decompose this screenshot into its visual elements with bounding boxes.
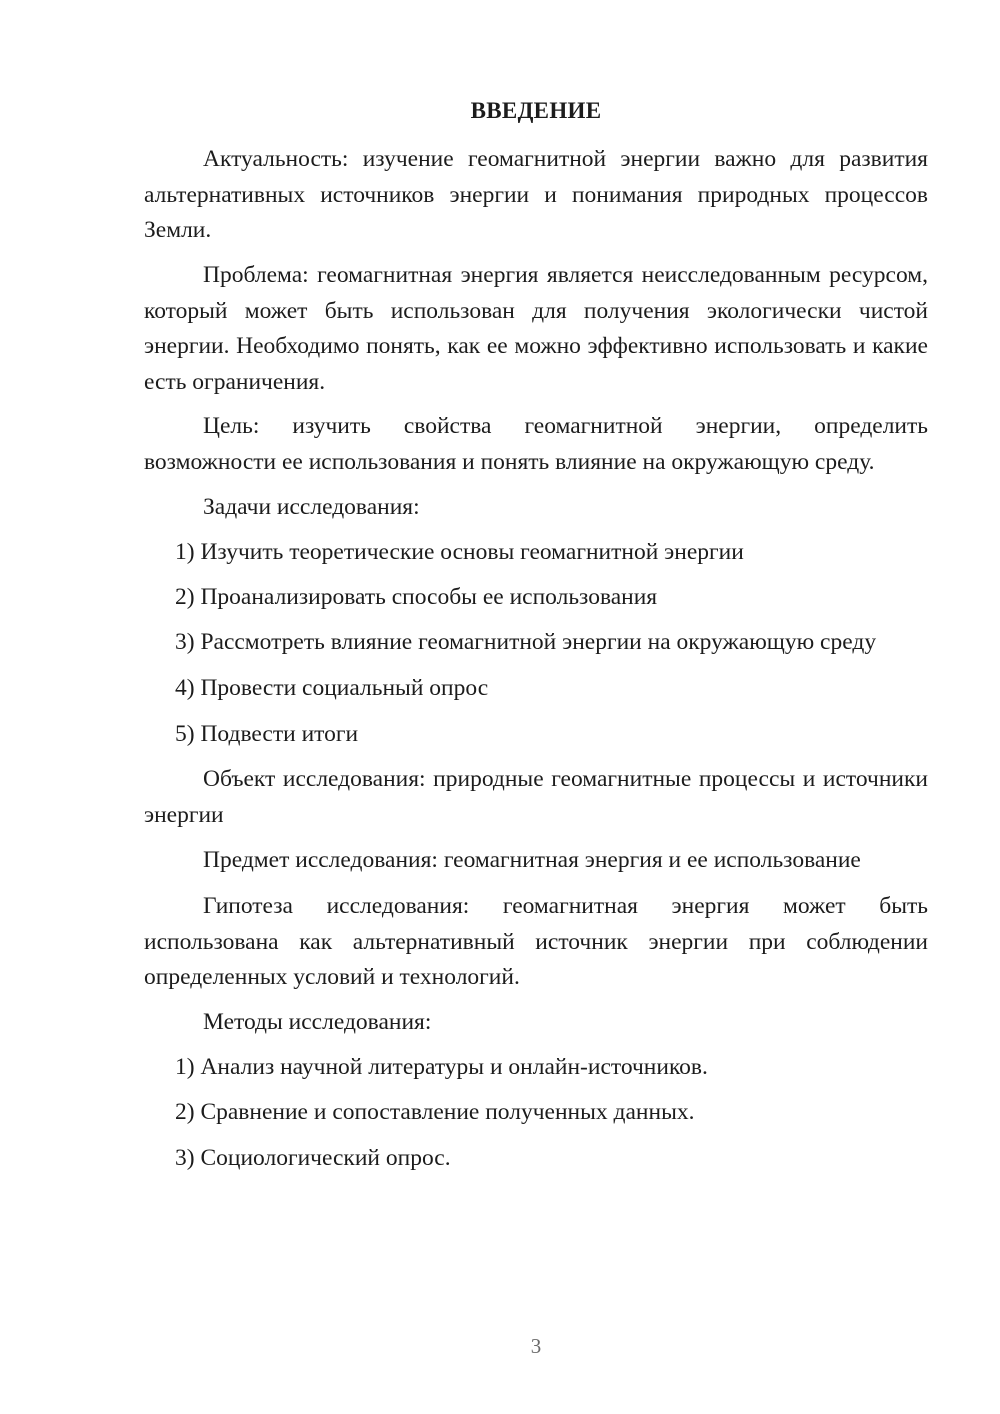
object-paragraph: Объект исследования: природные геомагнитные процессы и источники энергии: [144, 766, 928, 828]
method-item: 1) Анализ научной литературы и онлайн-источников.: [175, 1054, 708, 1080]
goal-paragraph: Цель: изучить свойства геомагнитной энергии, определить возможности ее использования и понять влияние на окружающую среду.: [144, 413, 928, 475]
document-page: [144, 0, 928, 1414]
page-number: 3: [530, 1334, 542, 1358]
problem-paragraph: Проблема: геомагнитная энергия является неисследованным ресурсом, который может быть использован для получения экологически чистой энергии. Необходимо понять, как ее можно эффективно использовать и какие есть ограничения.: [144, 262, 928, 395]
subject-paragraph: Предмет исследования: геомагнитная энергия и ее использование: [203, 847, 861, 873]
method-item: 3) Социологический опрос.: [175, 1145, 451, 1171]
hypothesis-paragraph: Гипотеза исследования: геомагнитная энергия может быть использована как альтернативный источник энергии при соблюдении определенных условий и технологий.: [144, 893, 928, 990]
task-item: 5) Подвести итоги: [175, 721, 359, 747]
task-item: 1) Изучить теоретические основы геомагнитной энергии: [175, 539, 744, 565]
section-title: ВВЕДЕНИЕ: [470, 98, 602, 123]
relevance-paragraph: Актуальность: изучение геомагнитной энергии важно для развития альтернативных источников энергии и понимания природных процессов Земли.: [144, 146, 928, 243]
task-item: 4) Провести социальный опрос: [175, 675, 489, 701]
method-item: 2) Сравнение и сопоставление полученных данных.: [175, 1099, 695, 1125]
task-item: 3) Рассмотреть влияние геомагнитной энергии на окружающую среду: [175, 629, 877, 655]
methods-heading: Методы исследования:: [203, 1009, 432, 1035]
task-item: 2) Проанализировать способы ее использования: [175, 584, 658, 610]
tasks-heading: Задачи исследования:: [203, 494, 420, 520]
